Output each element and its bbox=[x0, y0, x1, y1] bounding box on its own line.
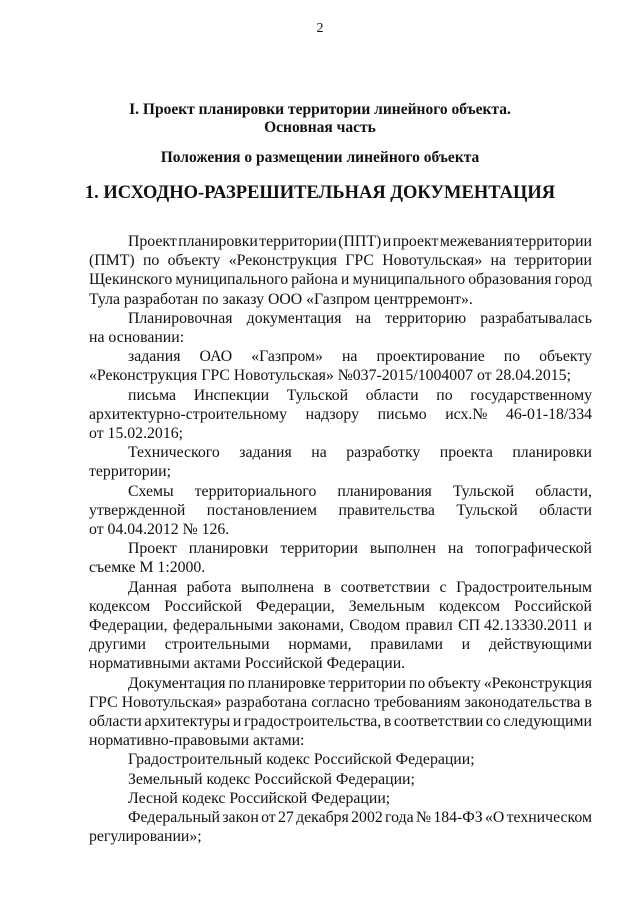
word: Проект bbox=[128, 540, 177, 558]
word: на bbox=[490, 252, 507, 270]
paragraph-line: от 15.02.2016; bbox=[89, 425, 184, 443]
word: Федерации, bbox=[256, 597, 335, 615]
word: «О bbox=[485, 809, 505, 827]
paragraph-line bbox=[89, 347, 592, 366]
word: «Газпром» bbox=[251, 348, 323, 366]
word: по bbox=[142, 252, 160, 270]
chapter-heading: 1. ИСХОДНО-РАЗРЕШИТЕЛЬНАЯ ДОКУМЕНТАЦИЯ bbox=[84, 183, 556, 203]
word: территории bbox=[328, 674, 406, 692]
word: и bbox=[461, 636, 471, 654]
word: (ППТ) bbox=[338, 233, 382, 250]
word: Федеральный bbox=[128, 809, 220, 827]
word: задания bbox=[128, 348, 181, 366]
paragraph-line bbox=[89, 232, 592, 251]
word: муниципального bbox=[352, 271, 466, 289]
paragraph-line bbox=[89, 693, 592, 712]
word: и bbox=[340, 271, 350, 289]
paragraph-line bbox=[89, 597, 592, 616]
word: 184-ФЗ bbox=[433, 809, 483, 827]
word: правил bbox=[405, 617, 453, 635]
word: 27 bbox=[278, 809, 294, 827]
word: письмо bbox=[377, 405, 427, 423]
paragraph-line bbox=[89, 482, 592, 501]
word: Российской bbox=[514, 597, 592, 615]
word: надзору bbox=[305, 405, 359, 423]
paragraph-line: Тула разработан по заказу ООО «Газпром центрремонт». bbox=[89, 290, 473, 308]
word: соответствии bbox=[393, 713, 484, 731]
word: территории bbox=[259, 233, 337, 250]
word: ОАО bbox=[199, 348, 233, 366]
word: Планировочная bbox=[128, 309, 233, 327]
word: образования bbox=[468, 271, 552, 289]
page-number: 2 bbox=[316, 21, 324, 36]
word: объекту bbox=[539, 348, 592, 366]
paragraph-line bbox=[89, 251, 592, 270]
word: исх.№ bbox=[445, 405, 488, 423]
word: территорию bbox=[385, 309, 467, 327]
word: «Реконструкция bbox=[228, 252, 337, 270]
word: Земельным bbox=[348, 597, 425, 615]
paragraph-line bbox=[89, 578, 592, 597]
word: № bbox=[415, 809, 432, 827]
word: и bbox=[382, 233, 392, 250]
paragraph-line bbox=[89, 539, 592, 558]
word: Тульской bbox=[452, 482, 515, 500]
word: области bbox=[539, 501, 592, 519]
paragraph-line: Земельный кодекс Российской Федерации; bbox=[128, 770, 415, 788]
word: работа bbox=[186, 578, 232, 596]
word: Инспекции bbox=[193, 386, 270, 404]
paragraph-line: Градостроительный кодекс Российской Федерации; bbox=[128, 751, 475, 769]
word: документация bbox=[246, 309, 342, 327]
paragraph-line: нормативно-правовыми актами: bbox=[89, 732, 305, 750]
word: 46-01-18/334 bbox=[506, 405, 592, 423]
word: объекту bbox=[167, 252, 221, 270]
paragraph-line bbox=[89, 712, 592, 731]
word: архитектурно-строительному bbox=[89, 405, 288, 423]
word: утвержденной bbox=[89, 501, 186, 519]
word: Российской bbox=[164, 597, 243, 615]
word: кодексом bbox=[89, 597, 151, 615]
paragraph-line bbox=[89, 616, 592, 635]
word: по bbox=[228, 674, 245, 692]
word: законами, bbox=[278, 617, 344, 635]
word: Тульской bbox=[286, 386, 349, 404]
word: от bbox=[261, 809, 276, 827]
word: по bbox=[408, 674, 426, 692]
word: на bbox=[355, 309, 372, 327]
paragraph-line: нормативными актами Российской Федерации. bbox=[89, 655, 406, 673]
word: техническом bbox=[506, 809, 592, 827]
word: Данная bbox=[128, 578, 177, 596]
word: соответствии bbox=[340, 578, 430, 596]
word: законодательства bbox=[464, 693, 581, 711]
word: разрабатывалась bbox=[480, 309, 592, 327]
word: года bbox=[385, 809, 414, 827]
word: 2002 bbox=[351, 809, 383, 827]
paragraph-line: «Реконструкция ГРС Новотульская» №037-2015/1004007 от 28.04.2015; bbox=[89, 367, 571, 385]
paragraph-line: Технического задания на разработку проекта планировки территории; bbox=[89, 444, 592, 481]
word: согласно bbox=[311, 693, 371, 711]
word: на bbox=[341, 348, 358, 366]
word: и bbox=[232, 713, 242, 731]
word: объекту bbox=[428, 674, 481, 692]
word: выполнен bbox=[369, 540, 436, 558]
word: ГРС bbox=[345, 252, 374, 270]
word: планировки bbox=[178, 233, 258, 250]
word: Градостроительным bbox=[456, 578, 592, 596]
word: действующими bbox=[488, 636, 592, 654]
word: «Реконструкция bbox=[483, 674, 592, 692]
word: город bbox=[554, 271, 592, 289]
word: следующими bbox=[503, 713, 592, 731]
paragraph-line bbox=[89, 808, 592, 827]
word: территории bbox=[514, 252, 592, 270]
subsection-heading: Положения о размещении линейного объекта bbox=[160, 149, 480, 166]
word: письма bbox=[128, 386, 177, 404]
word: правительства bbox=[338, 501, 435, 519]
word: планирования bbox=[337, 482, 432, 500]
word: в bbox=[584, 693, 592, 711]
word: по bbox=[436, 386, 453, 404]
word: нормами, bbox=[288, 636, 352, 654]
word: района bbox=[291, 271, 338, 289]
word: проект bbox=[392, 233, 439, 250]
document-body bbox=[89, 232, 592, 847]
word: межевания bbox=[439, 233, 513, 250]
word: государственному bbox=[470, 386, 592, 404]
word: с bbox=[439, 578, 447, 596]
word: ГРС bbox=[89, 693, 118, 711]
section-heading-line-2: Основная часть bbox=[264, 119, 376, 136]
word: Новотульская» bbox=[382, 252, 483, 270]
word: планировки bbox=[188, 540, 269, 558]
word: правилами bbox=[370, 636, 443, 654]
word: требованиям bbox=[374, 693, 461, 711]
word: по bbox=[503, 348, 521, 366]
word: области bbox=[89, 713, 142, 731]
paragraph-line bbox=[89, 386, 592, 405]
word: Проект bbox=[128, 233, 177, 250]
paragraph-line: регулировании»; bbox=[89, 828, 202, 846]
word: территории bbox=[514, 233, 592, 250]
paragraph-line: на основании: bbox=[89, 329, 185, 347]
paragraph-line: от 04.04.2012 № 126. bbox=[89, 521, 230, 539]
word: другими bbox=[89, 636, 147, 654]
section-heading-line-1: I. Проект планировки территории линейного объекта. bbox=[129, 101, 511, 118]
word: закон bbox=[222, 809, 259, 827]
word: топографической bbox=[475, 540, 592, 558]
word: выполнена bbox=[240, 578, 314, 596]
paragraph-line bbox=[89, 405, 592, 424]
word: Сводом bbox=[349, 617, 401, 635]
word: в bbox=[323, 578, 332, 596]
section-heading bbox=[0, 101, 640, 137]
word: Федерации, bbox=[89, 617, 168, 635]
word: Щекинского bbox=[89, 271, 173, 289]
word: и bbox=[583, 617, 592, 635]
word: на bbox=[447, 540, 464, 558]
paragraph-line: съемке М 1:2000. bbox=[89, 559, 206, 577]
word: Тульской bbox=[456, 501, 518, 519]
word: области, bbox=[535, 482, 592, 500]
word: Схемы bbox=[128, 482, 174, 500]
word: разработана bbox=[225, 693, 308, 711]
word: проектирование bbox=[376, 348, 485, 366]
paragraph-line bbox=[89, 635, 592, 654]
word: кодексом bbox=[438, 597, 501, 615]
word: Новотульская» bbox=[121, 693, 222, 711]
word: декабря bbox=[296, 809, 349, 827]
paragraph-line bbox=[89, 270, 592, 289]
word: федеральными bbox=[172, 617, 273, 635]
paragraph-line bbox=[89, 309, 592, 328]
word: территориального bbox=[194, 482, 317, 500]
paragraph-line bbox=[89, 674, 592, 693]
word: планировке bbox=[247, 674, 326, 692]
word: в bbox=[383, 713, 392, 731]
word: муниципального bbox=[175, 271, 289, 289]
paragraph-line: Лесной кодекс Российской Федерации; bbox=[128, 789, 391, 807]
word: Документация bbox=[128, 674, 226, 692]
paragraph-line bbox=[89, 501, 592, 520]
word: архитектуры bbox=[144, 713, 231, 731]
word: со bbox=[485, 713, 501, 731]
word: градостроительства, bbox=[243, 713, 382, 731]
word: территории bbox=[280, 540, 358, 558]
word: строительными bbox=[164, 636, 270, 654]
word: области bbox=[365, 386, 419, 404]
word: (ПМТ) bbox=[89, 252, 135, 270]
word: СП 42.13330.2011 bbox=[458, 617, 579, 635]
word: постановлением bbox=[206, 501, 318, 519]
